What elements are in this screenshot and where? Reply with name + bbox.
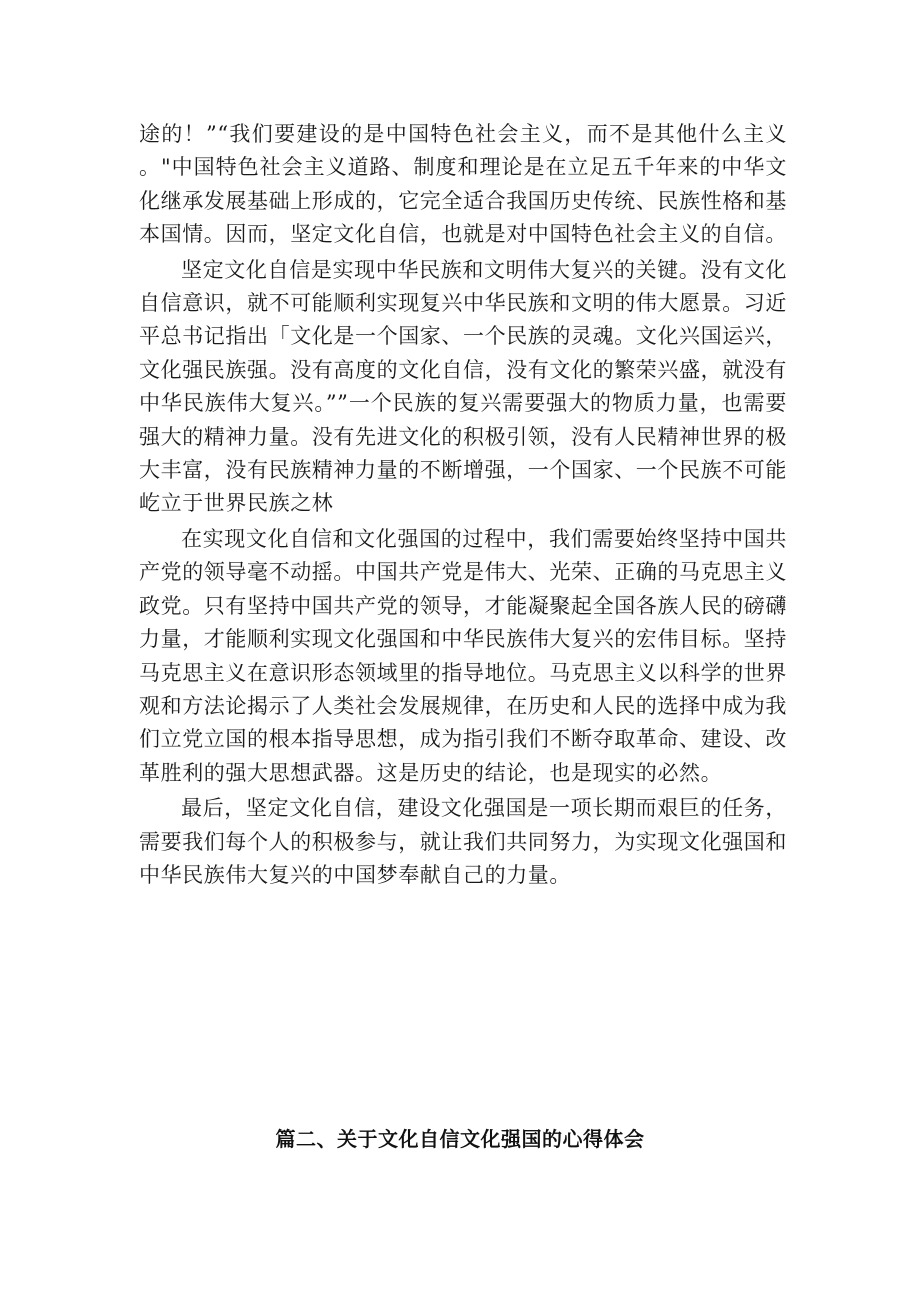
paragraph-party-leadership: 在实现文化自信和文化强国的过程中，我们需要始终坚持中国共产党的领导毫不动摇。中国共产党是伟大、光荣、正确的马克思主义政党。只有坚持中国共产党的领导，才能凝聚起全国各族人民的磅礴力量，才能顺利实现文化强国和中华民族伟大复兴的宏伟目标。坚持马克思主义在意识形态领域里的指导地位。马克思主义以科学的世界观和方法论揭示了人类社会发展规律，在历史和人民的选择中成为我们立党立国的根本指导思想，成为指引我们不断夺取革命、建设、改革胜利的强大思想武器。这是历史的结论，也是现实的必然。 xyxy=(139,526,787,785)
paragraph-continuation: 途的！”“我们要建设的是中国特色社会主义，而不是其他什么主义。"中国特色社会主义道路、制度和理论是在立足五千年来的中华文化继承发展基础上形成的，它完全适合我国历史传统、民族性格和基本国情。因而，坚定文化自信，也就是对中国特色社会主义的自信。 xyxy=(139,122,787,247)
paragraph-conclusion: 最后，坚定文化自信，建设文化强国是一项长期而艰巨的任务，需要我们每个人的积极参与，就让我们共同努力，为实现文化强国和中华民族伟大复兴的中国梦奉献自己的力量。 xyxy=(139,796,787,887)
section-heading: 篇二、关于文化自信文化强国的心得体会 xyxy=(275,1127,645,1151)
document-body xyxy=(139,118,787,894)
paragraph-key-to-revival: 坚定文化自信是实现中华民族和文明伟大复兴的关键。没有文化自信意识，就不可能顺利实现复兴中华民族和文明的伟大愿景。习近平总书记指出「文化是一个国家、一个民族的灵魂。文化兴国运兴，文化强民族强。没有高度的文化自信，没有文化的繁荣兴盛，就没有中华民族伟大复兴。””一个民族的复兴需要强大的物质力量，也需要强大的精神力量。没有先进文化的积极引领，没有人民精神世界的极大丰富，没有民族精神力量的不断增强，一个国家、一个民族不可能屹立于世界民族之林 xyxy=(139,257,787,516)
